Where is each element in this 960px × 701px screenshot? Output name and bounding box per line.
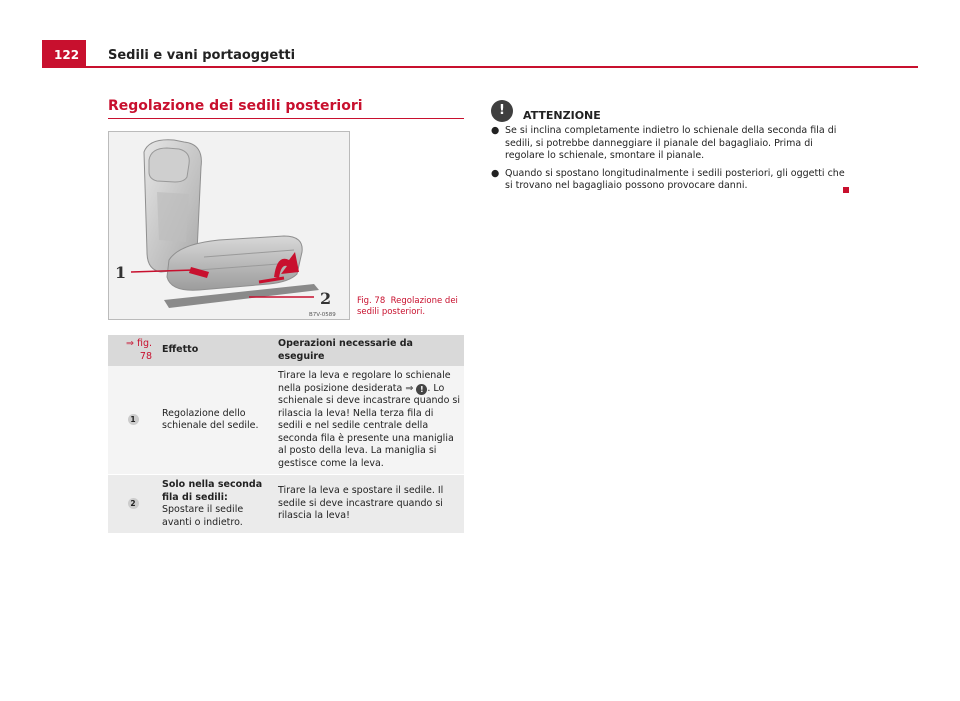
effect-cell <box>158 475 274 534</box>
list-item <box>491 125 851 163</box>
caption-text: Regolazione dei sedili posteriori. <box>357 296 458 317</box>
header-operations: Operazioni necessarie da eseguire <box>274 335 464 366</box>
seat-figure <box>108 131 350 320</box>
table-row <box>108 366 464 475</box>
operations-cell: Tirare la leva e spostare il sedile. Il sedile si deve incastrare quando si rilascia la leva! <box>274 475 464 534</box>
section-title: Regolazione dei sedili posteriori <box>108 98 363 114</box>
section-rule <box>108 118 464 119</box>
bullet-icon: ● <box>491 167 500 179</box>
header-effect: Effetto <box>158 335 274 366</box>
page-title: Sedili e vani portaoggetti <box>108 48 296 63</box>
warning-list <box>491 125 851 198</box>
seat-illustration <box>109 132 349 319</box>
operations-text-end: . Lo schienale si deve incastrare quando si rilascia la leva! Nella terza fila di sedili e nel sedile centrale della seconda fila è presente una maniglia al posto della leva. La maniglia si gestisce come la leva. <box>278 382 461 469</box>
caption-ref: Fig. 78 <box>357 296 386 306</box>
operations-cell <box>274 366 464 475</box>
number-1-badge: 1 <box>128 414 139 425</box>
page-number: 122 <box>42 40 86 66</box>
image-code: B7V-0589 <box>309 312 336 318</box>
end-square-icon <box>843 187 849 193</box>
adjustment-table <box>108 335 464 533</box>
effect-cell: Regolazione dello schienale del sedile. <box>158 366 274 475</box>
row-number-cell <box>108 366 158 475</box>
callout-2: 2 <box>320 289 332 308</box>
warning-icon[interactable]: ! <box>416 384 427 395</box>
bullet-icon: ● <box>491 125 500 136</box>
effect-text: Spostare il sedile avanti o indietro. <box>162 504 244 528</box>
operations-text-start: Tirare la leva e regolare lo schienale nella posizione desiderata ⇒ <box>278 370 451 394</box>
figure-caption <box>357 296 467 318</box>
header-figure-ref[interactable]: ⇒ fig. 78 <box>108 335 158 366</box>
callout-1: 1 <box>115 263 127 282</box>
warning-text: Se si inclina completamente indietro lo schienale della seconda fila di sedili, si potrebbe danneggiare il pianale del bagagliaio. Prima di regolare lo schienale, smontare il pianale. <box>505 125 837 161</box>
number-2-badge: 2 <box>128 498 139 509</box>
table-header-row <box>108 335 464 366</box>
header-rule <box>42 66 918 68</box>
effect-bold-text: Solo nella seconda fila di sedili: <box>162 479 263 503</box>
warning-text: Quando si spostano longitudinalmente i sedili posteriori, gli oggetti che si trovano nel bagagliaio possono provocare danni. <box>505 167 845 191</box>
table-row <box>108 475 464 534</box>
warning-title: ATTENZIONE <box>523 109 601 122</box>
warning-icon: ! <box>491 100 513 122</box>
row-number-cell <box>108 475 158 534</box>
list-item <box>491 168 851 193</box>
